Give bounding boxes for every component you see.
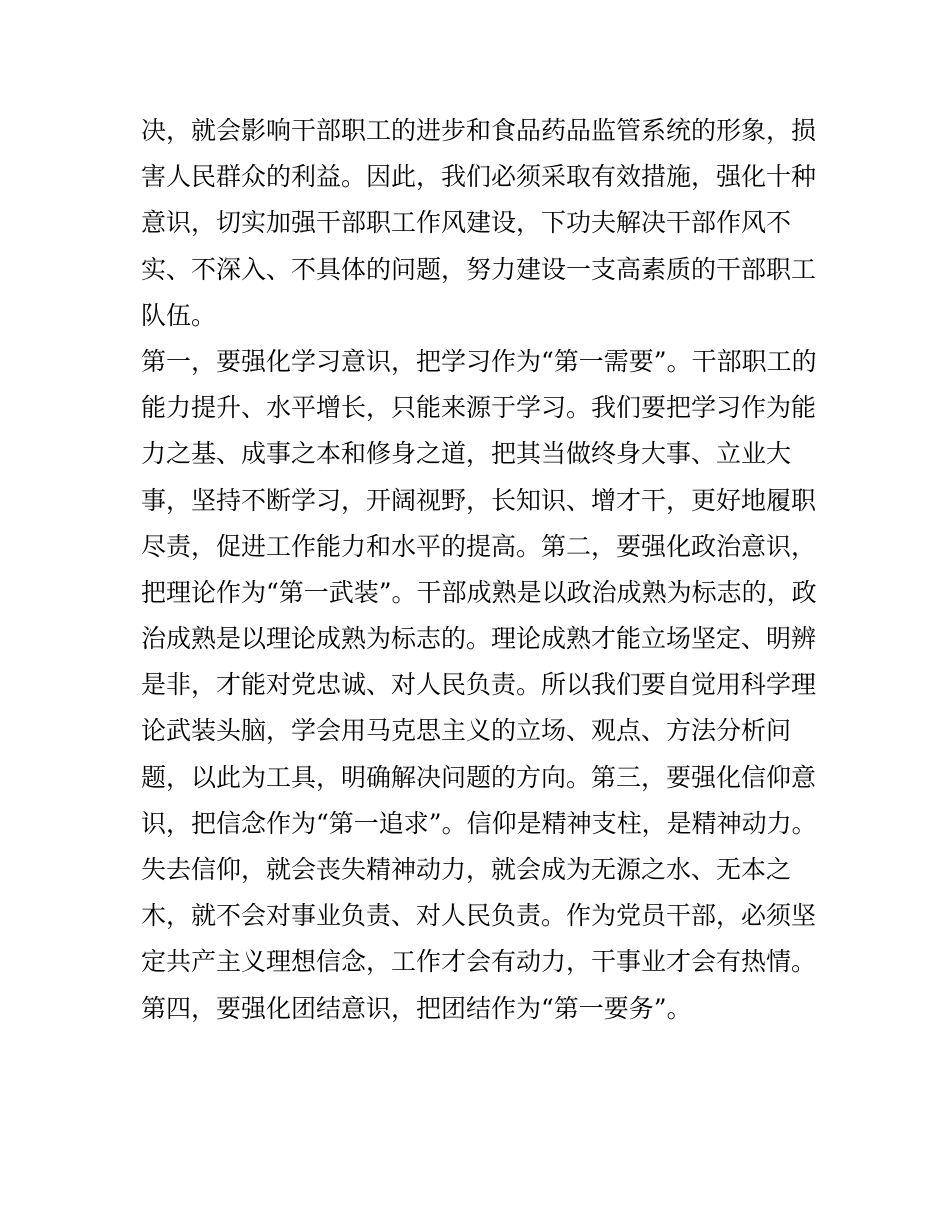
text-line: 决，就会影响干部职工的进步和食品药品监管系统的形象，损 <box>141 116 817 145</box>
text-line: 力之基、成事之本和修身之道，把其当做终身大事、立业大 <box>141 439 792 469</box>
text-line: 定共产主义理想信念，工作才会有动力，干事业才会有热情。 <box>141 947 817 977</box>
text-line: 队伍。 <box>141 300 217 330</box>
text-line: 论武装头脑，学会用马克思主义的立场、观点、方法分析问 <box>141 716 792 746</box>
text-line: 治成熟是以理论成熟为标志的。理论成熟才能立场坚定、明辨 <box>141 624 817 654</box>
text-line: 把理论作为“第一武装”。干部成熟是以政治成熟为标志的，政 <box>141 577 817 607</box>
text-line: 失去信仰，就会丧失精神动力，就会成为无源之水、无本之 <box>141 855 792 884</box>
text-line: 实、不深入、不具体的问题，努力建设一支高素质的干部职工 <box>141 254 817 284</box>
body-text <box>141 108 821 1032</box>
text-line: 事，坚持不断学习，开阔视野，长知识、增才干，更好地履职 <box>141 485 817 515</box>
text-line: 害人民群众的利益。因此，我们必须采取有效措施，强化十种 <box>141 162 817 192</box>
text-line: 第一，要强化学习意识，把学习作为“第一需要”。干部职工的 <box>141 346 817 376</box>
text-line: 第四，要强化团结意识，把团结作为“第一要务”。 <box>141 993 692 1023</box>
text-line: 意识，切实加强干部职工作风建设，下功夫解决干部作风不 <box>141 208 792 238</box>
text-line: 尽责，促进工作能力和水平的提高。第二，要强化政治意识， <box>141 531 817 561</box>
text-line: 题，以此为工具，明确解决问题的方向。第三，要强化信仰意 <box>141 762 817 792</box>
text-line: 是非，才能对党忠诚、对人民负责。所以我们要自觉用科学理 <box>141 670 817 700</box>
text-line: 能力提升、水平增长，只能来源于学习。我们要把学习作为能 <box>141 393 817 423</box>
text-line: 识，把信念作为“第一追求”。信仰是精神支柱，是精神动力。 <box>141 808 817 838</box>
text-line: 木，就不会对事业负责、对人民负责。作为党员干部，必须坚 <box>141 901 817 931</box>
